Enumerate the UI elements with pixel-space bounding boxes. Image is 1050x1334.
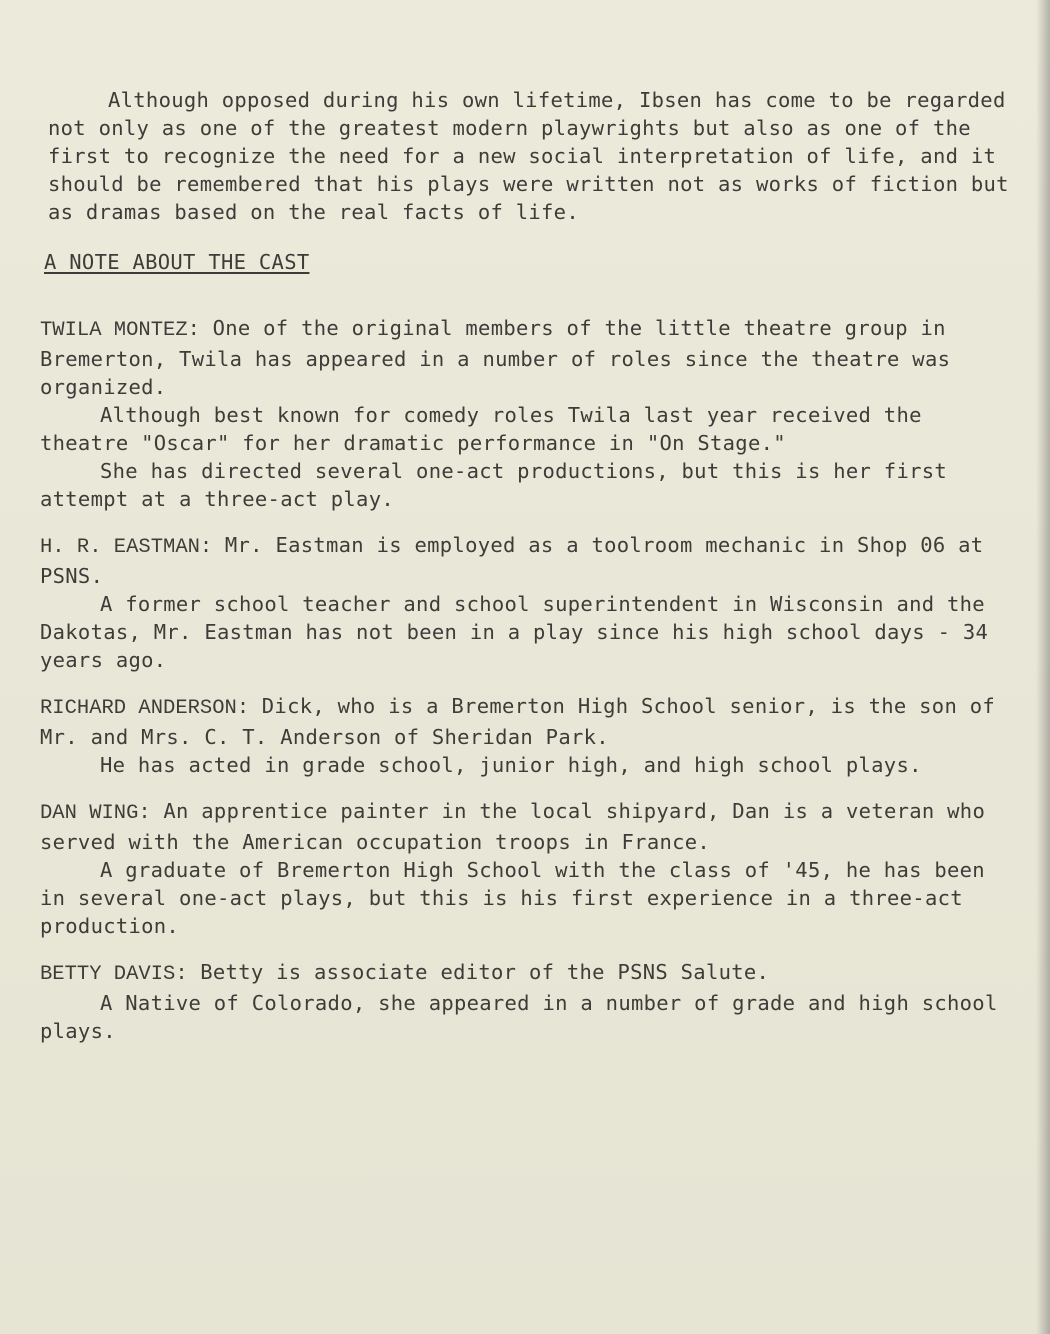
cast-entry-lead — [40, 692, 1010, 751]
cast-paragraph: A former school teacher and school superintendent in Wisconsin and the Dakotas, Mr. Eastman has not been in a play since his high school days - 34 years ago. — [40, 592, 1001, 672]
cast-member-intro: Mr. Eastman is employed as a toolroom mechanic in Shop 06 at PSNS. — [40, 533, 997, 588]
cast-member-name: H. R. EASTMAN: — [40, 536, 213, 559]
cast-entry-h-r-eastman — [40, 531, 1010, 674]
cast-member-name: TWILA MONTEZ: — [40, 319, 200, 342]
cast-entry-lead — [40, 531, 1010, 590]
cast-member-intro: Dick, who is a Bremerton High School senior, is the son of Mr. and Mrs. C. T. Anderson of Sheridan Park. — [40, 694, 1008, 749]
cast-entry-lead — [40, 958, 1010, 989]
cast-paragraph: He has acted in grade school, junior high, and high school plays. — [100, 753, 922, 777]
cast-list — [40, 314, 1010, 1045]
page-edge-shadow — [1036, 0, 1050, 1334]
cast-entry-dan-wing — [40, 797, 1010, 940]
cast-entry-lead — [40, 797, 1010, 856]
cast-entry-lead — [40, 314, 1010, 401]
cast-paragraph: A Native of Colorado, she appeared in a number of grade and high school plays. — [40, 991, 1011, 1043]
cast-member-intro: Betty is associate editor of the PSNS Salute. — [187, 960, 770, 984]
cast-member-name: DAN WING: — [40, 802, 151, 825]
intro-paragraph: Although opposed during his own lifetime, Ibsen has come to be regarded not only as one of the greatest modern playwrights but also as one of the first to recognize the need for a new social interpretation of life, and it should be remembered that his plays were written not as works of fiction but as dramas based on the real facts of life. — [48, 88, 1022, 224]
cast-heading: A NOTE ABOUT THE CAST — [44, 250, 310, 274]
cast-entry-richard-anderson — [40, 692, 1010, 779]
cast-paragraph: Although best known for comedy roles Twila last year received the theatre "Oscar" for her dramatic performance in "On Stage." — [40, 403, 935, 455]
cast-member-intro: One of the original members of the little theatre group in Bremerton, Twila has appeared in a number of roles since the theatre was organized. — [40, 316, 963, 399]
cast-paragraph: A graduate of Bremerton High School with the class of '45, he has been in several one-act plays, but this is his first experience in a three-act production. — [40, 858, 998, 938]
cast-member-name: BETTY DAVIS: — [40, 963, 188, 986]
cast-entry-twila-montez — [40, 314, 1010, 513]
cast-paragraph: She has directed several one-act productions, but this is her first attempt at a three-act play. — [40, 459, 960, 511]
cast-entry-betty-davis — [40, 958, 1010, 1045]
cast-member-intro: An apprentice painter in the local shipyard, Dan is a veteran who served with the American occupation troops in France. — [40, 799, 998, 854]
cast-member-name: RICHARD ANDERSON: — [40, 697, 250, 720]
